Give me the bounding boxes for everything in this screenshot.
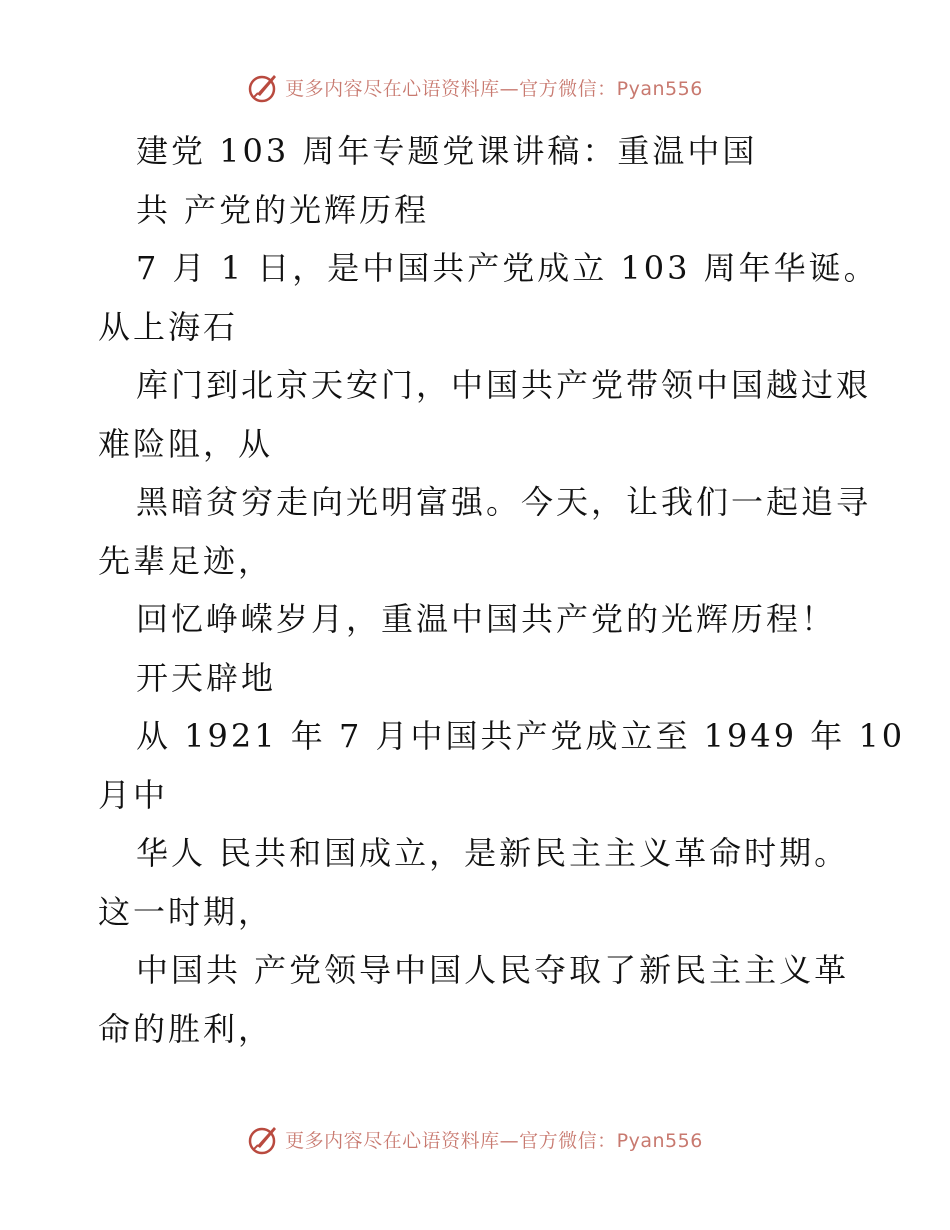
text-line: 7 月 1 日，是中国共产党成立 103 周年华诞。 — [136, 249, 879, 287]
text-line: 库门到北京天安门，中国共产党带领中国越过艰 — [136, 366, 872, 404]
text-line: 从上海石 — [98, 307, 239, 346]
quill-logo-icon — [247, 70, 281, 104]
text-line: 回忆峥嵘岁月，重温中国共产党的光辉历程！ — [136, 600, 837, 638]
text-line: 先辈足迹， — [98, 541, 274, 580]
text-line: 华人 民共和国成立，是新民主主义革命时期。 — [136, 834, 850, 872]
text-line: 难险阻，从 — [98, 424, 274, 463]
text-line: 开天辟地 — [136, 658, 277, 697]
text-line: 命的胜利， — [98, 1009, 274, 1048]
document-body — [98, 122, 906, 1058]
text-line: 中国共 产党领导中国人民夺取了新民主主义革 — [136, 951, 850, 989]
footer-banner — [0, 1122, 950, 1156]
text-line: 这一时期， — [98, 892, 274, 931]
banner-text: 更多内容尽在心语资料库—官方微信：Pyan556 — [285, 77, 703, 100]
banner-text: 更多内容尽在心语资料库—官方微信：Pyan556 — [285, 1129, 703, 1152]
header-banner — [0, 70, 950, 104]
text-line: 黑暗贫穷走向光明富强。今天，让我们一起追寻 — [136, 483, 872, 521]
text-line: 共 产党的光辉历程 — [136, 190, 430, 229]
text-line: 建党 103 周年专题党课讲稿：重温中国 — [136, 132, 758, 170]
text-line: 从 1921 年 7 月中国共产党成立至 1949 年 10 — [136, 717, 906, 755]
quill-logo-icon — [247, 1122, 281, 1156]
text-line: 月中 — [98, 775, 169, 814]
